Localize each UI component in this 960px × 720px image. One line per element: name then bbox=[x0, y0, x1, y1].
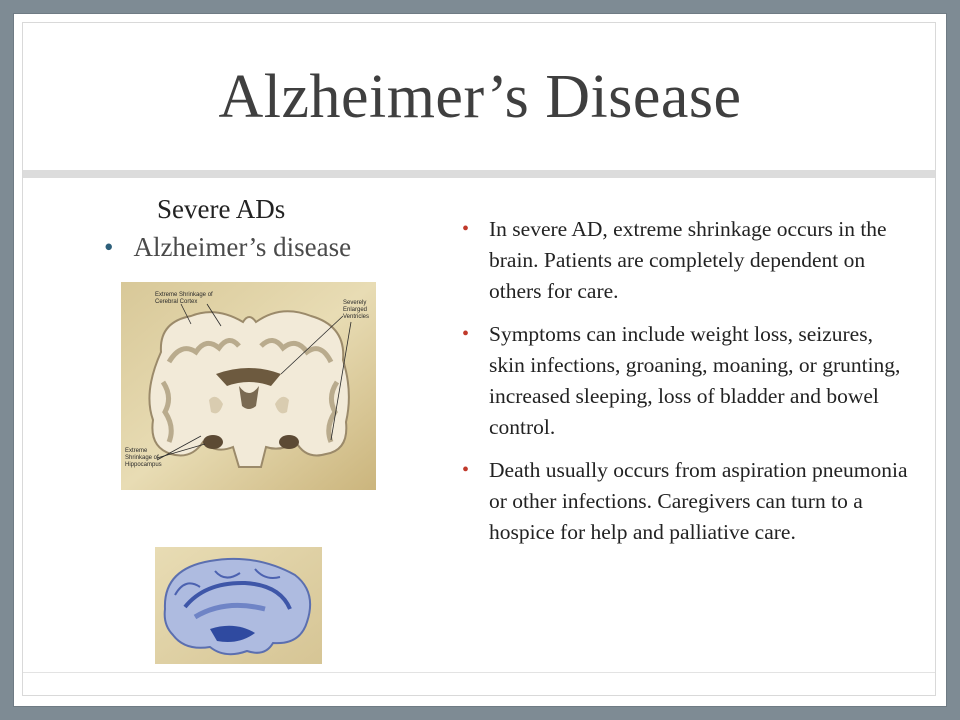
bullet-list bbox=[462, 214, 912, 560]
brain-sagittal-image bbox=[155, 547, 322, 664]
label-cortex-1: Extreme Shrinkage of bbox=[155, 292, 213, 298]
label-hippo-2: Shrinkage of bbox=[125, 455, 159, 461]
slide-title: Alzheimer’s Disease bbox=[218, 63, 742, 131]
bullet-icon: • bbox=[462, 323, 470, 345]
left-bullet-item bbox=[104, 232, 351, 263]
label-ventricles-3: Ventricles bbox=[343, 314, 370, 320]
brain-coronal-image bbox=[121, 282, 376, 490]
title-divider bbox=[23, 170, 935, 178]
bullet-item bbox=[462, 455, 912, 548]
label-ventricles-1: Severely bbox=[343, 300, 367, 306]
label-hippo-1: Extreme bbox=[125, 448, 148, 454]
bullet-item bbox=[462, 214, 912, 307]
bullet-icon: • bbox=[104, 232, 114, 262]
bullet-text: Death usually occurs from aspiration pneumonia or other infections. Caregivers can turn to a hospice for help and palliative care. bbox=[489, 458, 908, 544]
footer-divider bbox=[23, 672, 935, 673]
slide bbox=[14, 14, 946, 706]
label-cortex-2: Cerebral Cortex bbox=[155, 299, 198, 305]
bullet-icon: • bbox=[462, 218, 470, 240]
subheading: Severe ADs bbox=[157, 194, 286, 224]
bullet-icon: • bbox=[462, 459, 470, 481]
bullet-item bbox=[462, 319, 912, 443]
left-bullet-text: Alzheimer’s disease bbox=[133, 232, 352, 262]
label-hippo-3: Hippocampus bbox=[125, 462, 162, 468]
label-ventricles-2: Enlarged bbox=[343, 307, 368, 313]
bullet-text: Symptoms can include weight loss, seizures, skin infections, groaning, moaning, or grunting, increased sleeping, loss of bladder and bowel control. bbox=[489, 322, 901, 439]
bullet-text: In severe AD, extreme shrinkage occurs in the brain. Patients are completely dependent on others for care. bbox=[489, 217, 887, 303]
